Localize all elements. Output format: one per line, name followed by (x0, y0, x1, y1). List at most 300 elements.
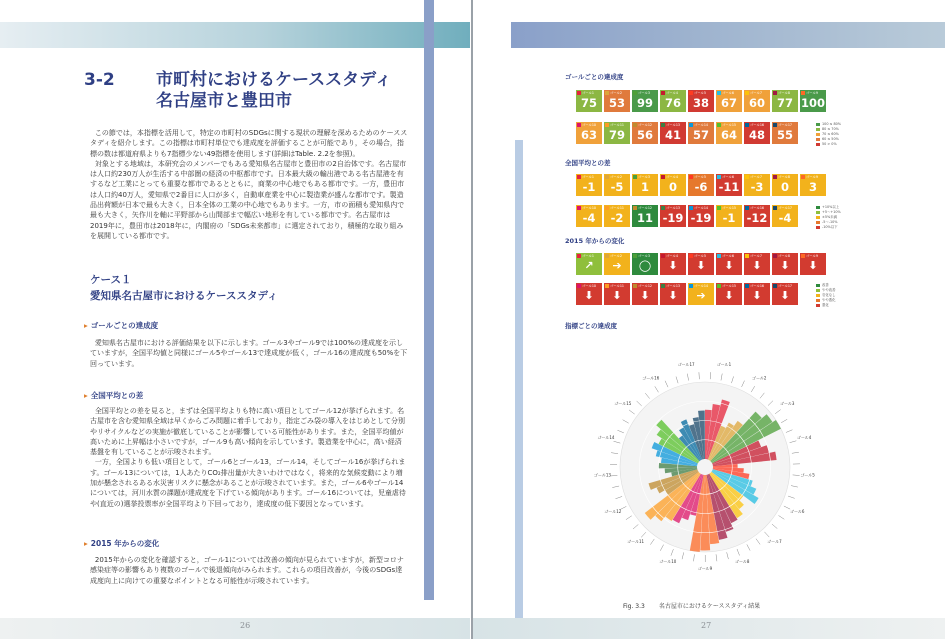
indicator-tick (626, 516, 632, 520)
trend-icon: ⬇ (584, 289, 594, 302)
goal-tile-label: ゴール8 (773, 254, 790, 258)
achievement-paragraph: 愛知県名古屋市における評価結果を以下に示します。ゴール3やゴール9では100%の達成度を示していますが，全国平均値と同様にゴール5やゴール13で達成度が低く，ゴール16の達成度も50%を下回っています。 (90, 339, 408, 368)
achievement-tile-goal-15 (716, 122, 742, 144)
diff-tile-goal-6 (716, 174, 742, 196)
change-tile-goal-1 (576, 253, 602, 275)
diff-grid-row2 (576, 205, 826, 227)
radial-goal-label: ゴール16 (642, 375, 660, 381)
legend-entry: -5〜-10% (816, 220, 841, 225)
change-tile-goal-16 (744, 283, 770, 305)
goal-tile-value: 79 (608, 128, 625, 142)
achievement-tile-goal-12 (632, 122, 658, 144)
goal-tile-label: ゴール2 (605, 91, 622, 95)
trend-icon: ⬇ (668, 289, 678, 302)
goal-tile-label: ゴール6 (717, 91, 734, 95)
goal-tile-value: -1 (582, 180, 596, 194)
figure-caption (623, 601, 760, 610)
goal-color-icon (689, 254, 693, 258)
change-tile-goal-3 (632, 253, 658, 275)
goal-tile-label: ゴール12 (633, 206, 652, 210)
indicator-tick (768, 401, 773, 406)
goal-tile-label: ゴール7 (745, 175, 762, 179)
figure-label: Fig. 3.3 (623, 603, 645, 610)
diff-tile-goal-5 (688, 174, 714, 196)
indicator-tick (731, 376, 733, 383)
page-number: 27 (701, 621, 712, 630)
goal-tile-label: ゴール10 (577, 123, 596, 127)
goal-color-icon (745, 254, 749, 258)
indicator-tick (629, 410, 635, 414)
change-tile-goal-8 (772, 253, 798, 275)
indicator-tick (612, 486, 619, 488)
indicator-tick (676, 377, 678, 384)
change-text (90, 555, 408, 586)
change-grid-row2 (576, 283, 826, 305)
goal-tile-value: 0 (668, 180, 677, 194)
indicator-tick (721, 374, 722, 381)
legend-entry: 変化なし (816, 293, 836, 298)
trend-icon: ⬇ (780, 289, 790, 302)
case-label: ケース１ (90, 274, 132, 286)
goal-color-icon (661, 206, 665, 210)
change-tile-goal-10 (576, 283, 602, 305)
indicator-tick (615, 496, 622, 498)
diff-grid-row1 (576, 174, 826, 196)
goal-tile-label: ゴール5 (689, 254, 706, 258)
figure-caption-text: 名古屋市におけるケーススタディ結果 (658, 603, 761, 610)
radial-goal-label: ゴール14 (597, 434, 615, 440)
goal-color-icon (773, 175, 777, 179)
goal-tile-label: ゴール16 (745, 284, 764, 288)
decorative-strip (424, 0, 434, 600)
goal-color-icon (717, 284, 721, 288)
goal-color-icon (577, 123, 581, 127)
change-legend (816, 283, 836, 308)
indicator-tick (617, 430, 623, 433)
goal-tile-value: 76 (664, 96, 681, 110)
subheading-change: ▸ 2015 年からの変化 (84, 538, 159, 549)
goal-color-icon (633, 175, 637, 179)
goal-color-icon (773, 91, 777, 95)
goal-tile-value: -1 (722, 211, 736, 225)
radial-goal-label: ゴール4 (796, 434, 812, 440)
diff-tile-goal-9 (800, 174, 826, 196)
goal-tile-value: 48 (748, 128, 765, 142)
goal-color-icon (633, 284, 637, 288)
goal-tile-value: 60 (748, 96, 765, 110)
indicator-tick (737, 549, 740, 556)
diff-paragraph-2: 一方，全国よりも低い項目として，ゴール6とゴール13，ゴール14，そしてゴール16が挙げられます。ゴール13については，1人あたりCO₂排出量が大きいわけではなく，将来的な気候変動により増加が懸念されるある水災害リスクに懸念があることが示唆されています。また，ゴール6やゴール14については，河川水質の課題が達成度を下げている傾向があります。ゴール16については，児童虐待や(直近の)選挙投票率が全国平均より下回っており，達成度の低下要因となっています。 (90, 458, 406, 508)
goal-color-icon (689, 206, 693, 210)
goal-tile-value: 41 (664, 128, 681, 142)
indicator-tick (788, 496, 795, 498)
trend-icon: ◯ (638, 259, 652, 272)
achievement-tile-goal-2 (604, 90, 630, 112)
goal-tile-label: ゴール3 (633, 91, 650, 95)
goal-tile-value: 1 (640, 180, 649, 194)
goal-color-icon (577, 91, 581, 95)
goal-tile-value: 11 (636, 211, 653, 225)
change-tile-goal-9 (800, 253, 826, 275)
goal-tile-label: ゴール4 (661, 91, 678, 95)
goal-color-icon (605, 91, 609, 95)
change-tile-goal-13 (660, 283, 686, 305)
indicator-tick (645, 393, 649, 398)
legend-entry: やや悪化 (816, 298, 836, 303)
indicator-tick (764, 532, 769, 537)
diff-tile-goal-7 (744, 174, 770, 196)
achievement-tile-goal-1 (576, 90, 602, 112)
heading-achievement: ゴールごとの達成度 (565, 73, 624, 81)
goal-tile-value: -4 (778, 211, 792, 225)
section-title-line2: 名古屋市と豊田市 (156, 91, 292, 111)
diff-tile-goal-8 (772, 174, 798, 196)
trend-icon: ⬇ (808, 259, 818, 272)
indicator-tick (727, 552, 729, 559)
goal-tile-value: -19 (690, 211, 712, 225)
achievement-tile-goal-11 (604, 122, 630, 144)
goal-tile-label: ゴール14 (689, 284, 708, 288)
goal-color-icon (773, 254, 777, 258)
indicator-tick (614, 441, 621, 443)
legend-entry: 悪化 (816, 303, 836, 308)
goal-color-icon (745, 175, 749, 179)
diff-tile-goal-12 (632, 205, 658, 227)
indicator-tick (682, 552, 684, 559)
footer-band (0, 618, 470, 639)
goal-tile-label: ゴール5 (689, 91, 706, 95)
subheading-achievement: ▸ ゴールごとの達成度 (84, 320, 158, 331)
trend-icon: ➔ (696, 289, 706, 302)
goal-tile-label: ゴール13 (661, 123, 680, 127)
legend-entry: ±5%未満 (816, 215, 841, 220)
header-band (0, 22, 470, 48)
trend-icon: ⬇ (612, 289, 622, 302)
goal-tile-value: -4 (582, 211, 596, 225)
legend-entry: 70 ≤ 60% (816, 132, 841, 137)
legend-entry: やや改善 (816, 288, 836, 293)
indicator-tick (665, 381, 668, 387)
goal-color-icon (605, 175, 609, 179)
indicator-tick (610, 475, 617, 476)
goal-color-icon (577, 206, 581, 210)
goal-tile-value: 53 (608, 96, 625, 110)
goal-tile-value: -6 (694, 180, 708, 194)
goal-color-icon (605, 123, 609, 127)
goal-tile-label: ゴール1 (577, 254, 594, 258)
achievement-tile-goal-16 (744, 122, 770, 144)
goal-color-icon (801, 254, 805, 258)
goal-tile-label: ゴール5 (689, 175, 706, 179)
goal-tile-value: 38 (692, 96, 709, 110)
goal-tile-label: ゴール17 (773, 284, 792, 288)
heading-diff: 全国平均との差 (565, 159, 611, 167)
goal-color-icon (661, 284, 665, 288)
indicator-tick (671, 549, 674, 556)
goal-tile-label: ゴール17 (773, 206, 792, 210)
goal-tile-value: 56 (636, 128, 653, 142)
goal-tile-label: ゴール8 (773, 175, 790, 179)
goal-color-icon (745, 91, 749, 95)
goal-tile-value: 67 (720, 96, 737, 110)
trend-icon: ⬇ (724, 289, 734, 302)
trend-icon: ⬇ (668, 259, 678, 272)
goal-color-icon (605, 284, 609, 288)
indicator-tick (792, 452, 799, 453)
goal-color-icon (717, 175, 721, 179)
achievement-tile-goal-14 (688, 122, 714, 144)
goal-tile-value: -19 (662, 211, 684, 225)
goal-tile-label: ゴール12 (633, 284, 652, 288)
indicator-tick (623, 420, 629, 423)
indicator-tick (751, 386, 755, 392)
goal-tile-label: ゴール4 (661, 175, 678, 179)
goal-tile-label: ゴール1 (577, 175, 594, 179)
radial-goal-label: ゴール3 (779, 400, 795, 406)
achievement-grid-row1 (576, 90, 826, 112)
trend-icon: ↗ (584, 259, 594, 272)
achievement-tile-goal-13 (660, 122, 686, 144)
achievement-tile-goal-4 (660, 90, 686, 112)
diff-text (90, 406, 408, 509)
intro-paragraph-1: この節では，本指標を活用して，特定の市町村のSDGsに関する現状の理解を深めるためのケーススタディを紹介します。この指標は市町村単位でも達成度を評価することが可能であり，その場合，指標の数は都道府県よりも7指標少ない49指標を使用します(詳細はTable. 2.2を参照)。 (90, 129, 408, 158)
goal-color-icon (633, 123, 637, 127)
goal-tile-value: 77 (776, 96, 793, 110)
diff-legend (816, 205, 841, 230)
goal-tile-value: -3 (750, 180, 764, 194)
goal-tile-value: 75 (580, 96, 597, 110)
goal-color-icon (661, 123, 665, 127)
change-tile-goal-17 (772, 283, 798, 305)
radial-goal-label: ゴール12 (604, 508, 622, 514)
goal-tile-value: 100 (800, 96, 825, 110)
radial-goal-label: ゴール1 (716, 361, 732, 367)
indicator-tick (790, 441, 797, 443)
goal-tile-label: ゴール3 (633, 254, 650, 258)
goal-tile-value: -5 (610, 180, 624, 194)
goal-color-icon (717, 123, 721, 127)
goal-color-icon (773, 284, 777, 288)
radial-goal-label: ゴール2 (751, 375, 767, 381)
goal-tile-label: ゴール15 (717, 206, 736, 210)
change-tile-goal-7 (744, 253, 770, 275)
goal-tile-label: ゴール12 (633, 123, 652, 127)
goal-tile-value: 63 (580, 128, 597, 142)
trend-icon: ⬇ (696, 259, 706, 272)
goal-color-icon (717, 254, 721, 258)
subheading-diff: ▸ 全国平均との差 (84, 390, 143, 401)
change-tile-goal-6 (716, 253, 742, 275)
goal-color-icon (633, 91, 637, 95)
indicator-tick (772, 524, 777, 529)
change-paragraph: 2015年からの変化を確認すると，ゴール1については改善の傾向が見られていますが，新型コロナ感染症等の影響もあり複数のゴールで後退傾向がみられます。これらの項目改善が，今後のSDGs達成度向上に向けての重要なポイントとなる可能性が示唆されています。 (90, 556, 404, 585)
achievement-tile-goal-5 (688, 90, 714, 112)
radial-goal-label: ゴール15 (614, 400, 632, 406)
indicator-tick (633, 524, 638, 529)
goal-tile-value: 3 (808, 180, 817, 194)
goal-color-icon (689, 91, 693, 95)
indicator-tick (655, 386, 659, 392)
goal-color-icon (633, 254, 637, 258)
goal-color-icon (577, 175, 581, 179)
goal-tile-value: 57 (692, 128, 709, 142)
indicator-tick (660, 545, 663, 551)
radial-goal-label: ゴール8 (734, 559, 750, 565)
indicator-tick (694, 554, 695, 561)
goal-tile-label: ゴール15 (717, 123, 736, 127)
radial-goal-label: ゴール11 (627, 539, 645, 545)
diff-tile-goal-13 (660, 205, 686, 227)
header-band (511, 22, 945, 48)
goal-tile-label: ゴール11 (605, 284, 624, 288)
case-heading (90, 272, 278, 304)
goal-tile-label: ゴール10 (577, 284, 596, 288)
goal-tile-label: ゴール6 (717, 254, 734, 258)
diff-tile-goal-1 (576, 174, 602, 196)
goal-tile-label: ゴール9 (801, 91, 818, 95)
goal-tile-label: ゴール11 (605, 206, 624, 210)
trend-icon: ⬇ (724, 259, 734, 272)
goal-tile-value: 55 (776, 128, 793, 142)
legend-entry: 改善 (816, 283, 836, 288)
goal-color-icon (689, 123, 693, 127)
indicator-tick (786, 430, 792, 433)
goal-tile-label: ゴール11 (605, 123, 624, 127)
goal-tile-label: ゴール17 (773, 123, 792, 127)
legend-entry: -10%以下 (816, 225, 841, 230)
goal-tile-label: ゴール14 (689, 206, 708, 210)
achievement-tile-goal-6 (716, 90, 742, 112)
diff-paragraph-1: 全国平均との差を見ると，まずは全国平均よりも特に高い項目としてゴール12が挙げられます。名古屋市を含む愛知県全域は早くからごみ問題に着手しており，指定ごみ袋の導入をはじめとして分別やリサイクルなどの実施が徹底していることが影響している可能性があります。また，全国平均値が高いために上昇幅は小さいですが，ゴール9も高い傾向を示しています。製造業を中心に，高い経済基盤を有していることが示唆されます。 (90, 407, 405, 457)
radial-goal-label: ゴール13 (593, 472, 611, 478)
indicator-tick (760, 393, 764, 398)
goal-tile-label: ゴール9 (801, 175, 818, 179)
achievement-tile-goal-3 (632, 90, 658, 112)
change-tile-goal-15 (716, 283, 742, 305)
goal-color-icon (661, 254, 665, 258)
goal-tile-label: ゴール2 (605, 254, 622, 258)
intro-text (90, 128, 408, 241)
goal-tile-label: ゴール15 (717, 284, 736, 288)
trend-icon: ⬇ (640, 289, 650, 302)
indicator-tick (641, 532, 646, 537)
achievement-tile-goal-10 (576, 122, 602, 144)
indicator-tick (650, 539, 654, 545)
trend-icon: ➔ (612, 259, 622, 272)
intro-paragraph-2: 対象とする地域は，本研究会のメンバーでもある愛知県名古屋市と豊田市の2自治体です。名古屋市は人口約230万人が生活する中部圏の経済の中枢都市です。日本最大級の輸出港である名古屋港を有するなど工業にとっても重要な都市であるとともに，商業の中心地でもある都市です。一方，豊田市は人口約40万人，愛知県で2番目に人口が多く，自動車産業を中心に製造業が盛んな都市です。製造品出荷額が日本で最も大きく，日本全体の工業の中心地でもあります。一方，市の面積も愛知県内で最も大きく，矢作川を軸に平野部から山間部まで幅広い地形を有している都市です。名古屋市は2019年に，豊田市は2018年に，内閣府の「SDGs未来都市」に選定されており，積極的な取り組みを展開している都市です。 (90, 159, 407, 240)
change-tile-goal-12 (632, 283, 658, 305)
achievement-legend (816, 122, 841, 147)
goal-color-icon (717, 91, 721, 95)
legend-entry: 80 ≤ 70% (816, 127, 841, 132)
achievement-tile-goal-8 (772, 90, 798, 112)
indicator-tick (637, 401, 642, 406)
diff-tile-goal-4 (660, 174, 686, 196)
indicator-radial-chart (555, 332, 855, 602)
goal-tile-label: ゴール7 (745, 91, 762, 95)
indicator-tick (775, 410, 781, 414)
radial-goal-label: ゴール17 (677, 361, 695, 367)
change-tile-goal-2 (604, 253, 630, 275)
achievement-tile-goal-9 (800, 90, 826, 112)
diff-tile-goal-15 (716, 205, 742, 227)
goal-color-icon (717, 206, 721, 210)
indicator-tick (742, 381, 745, 387)
decorative-strip (515, 140, 523, 620)
goal-color-icon (745, 123, 749, 127)
goal-color-icon (605, 206, 609, 210)
change-tile-goal-11 (604, 283, 630, 305)
goal-tile-value: 64 (720, 128, 737, 142)
diff-tile-goal-16 (744, 205, 770, 227)
radial-goal-label: ゴール7 (767, 539, 782, 545)
indicator-tick (747, 544, 750, 550)
legend-entry: +10%以上 (816, 205, 841, 210)
legend-entry: 100 ≤ 80% (816, 122, 841, 127)
radial-goal-label: ゴール10 (659, 559, 677, 565)
diff-tile-goal-3 (632, 174, 658, 196)
change-grid-row1 (576, 253, 826, 275)
goal-color-icon (773, 206, 777, 210)
goal-color-icon (605, 254, 609, 258)
goal-tile-label: ゴール7 (745, 254, 762, 258)
goal-tile-value: 99 (636, 96, 653, 110)
diff-tile-goal-2 (604, 174, 630, 196)
goal-tile-value: -2 (610, 211, 624, 225)
goal-tile-value: -11 (718, 180, 740, 194)
goal-tile-label: ゴール9 (801, 254, 818, 258)
diff-tile-goal-17 (772, 205, 798, 227)
goal-tile-label: ゴール1 (577, 91, 594, 95)
trend-icon: ⬇ (752, 259, 762, 272)
heading-indicator: 指標ごとの達成度 (565, 322, 617, 330)
diff-tile-goal-11 (604, 205, 630, 227)
indicator-tick (781, 419, 787, 423)
goal-color-icon (661, 175, 665, 179)
indicator-tick (756, 539, 760, 545)
goal-tile-label: ゴール14 (689, 123, 708, 127)
radial-goal-label: ゴール6 (789, 508, 805, 514)
diff-tile-goal-14 (688, 205, 714, 227)
legend-entry: 60 ≤ 50% (816, 137, 841, 142)
goal-color-icon (773, 123, 777, 127)
goal-tile-label: ゴール2 (605, 175, 622, 179)
goal-color-icon (633, 206, 637, 210)
goal-tile-value: -12 (746, 211, 768, 225)
achievement-tile-goal-17 (772, 122, 798, 144)
goal-tile-label: ゴール8 (773, 91, 790, 95)
legend-entry: +5〜+10% (816, 210, 841, 215)
page-number: 26 (240, 621, 251, 630)
diff-tile-goal-10 (576, 205, 602, 227)
radial-goal-label: ゴール5 (800, 472, 815, 478)
goal-color-icon (801, 175, 805, 179)
goal-tile-label: ゴール16 (745, 123, 764, 127)
goal-color-icon (689, 284, 693, 288)
section-number: 3-2 (84, 70, 115, 90)
trend-icon: ⬇ (780, 259, 790, 272)
indicator-tick (687, 374, 688, 381)
goal-color-icon (745, 206, 749, 210)
goal-tile-label: ゴール13 (661, 284, 680, 288)
change-tile-goal-14 (688, 283, 714, 305)
indicator-tick (611, 453, 618, 454)
goal-tile-label: ゴール16 (745, 206, 764, 210)
trend-icon: ⬇ (752, 289, 762, 302)
case-title: 愛知県名古屋市におけるケーススタディ (90, 290, 278, 302)
goal-color-icon (577, 284, 581, 288)
goal-tile-label: ゴール3 (633, 175, 650, 179)
